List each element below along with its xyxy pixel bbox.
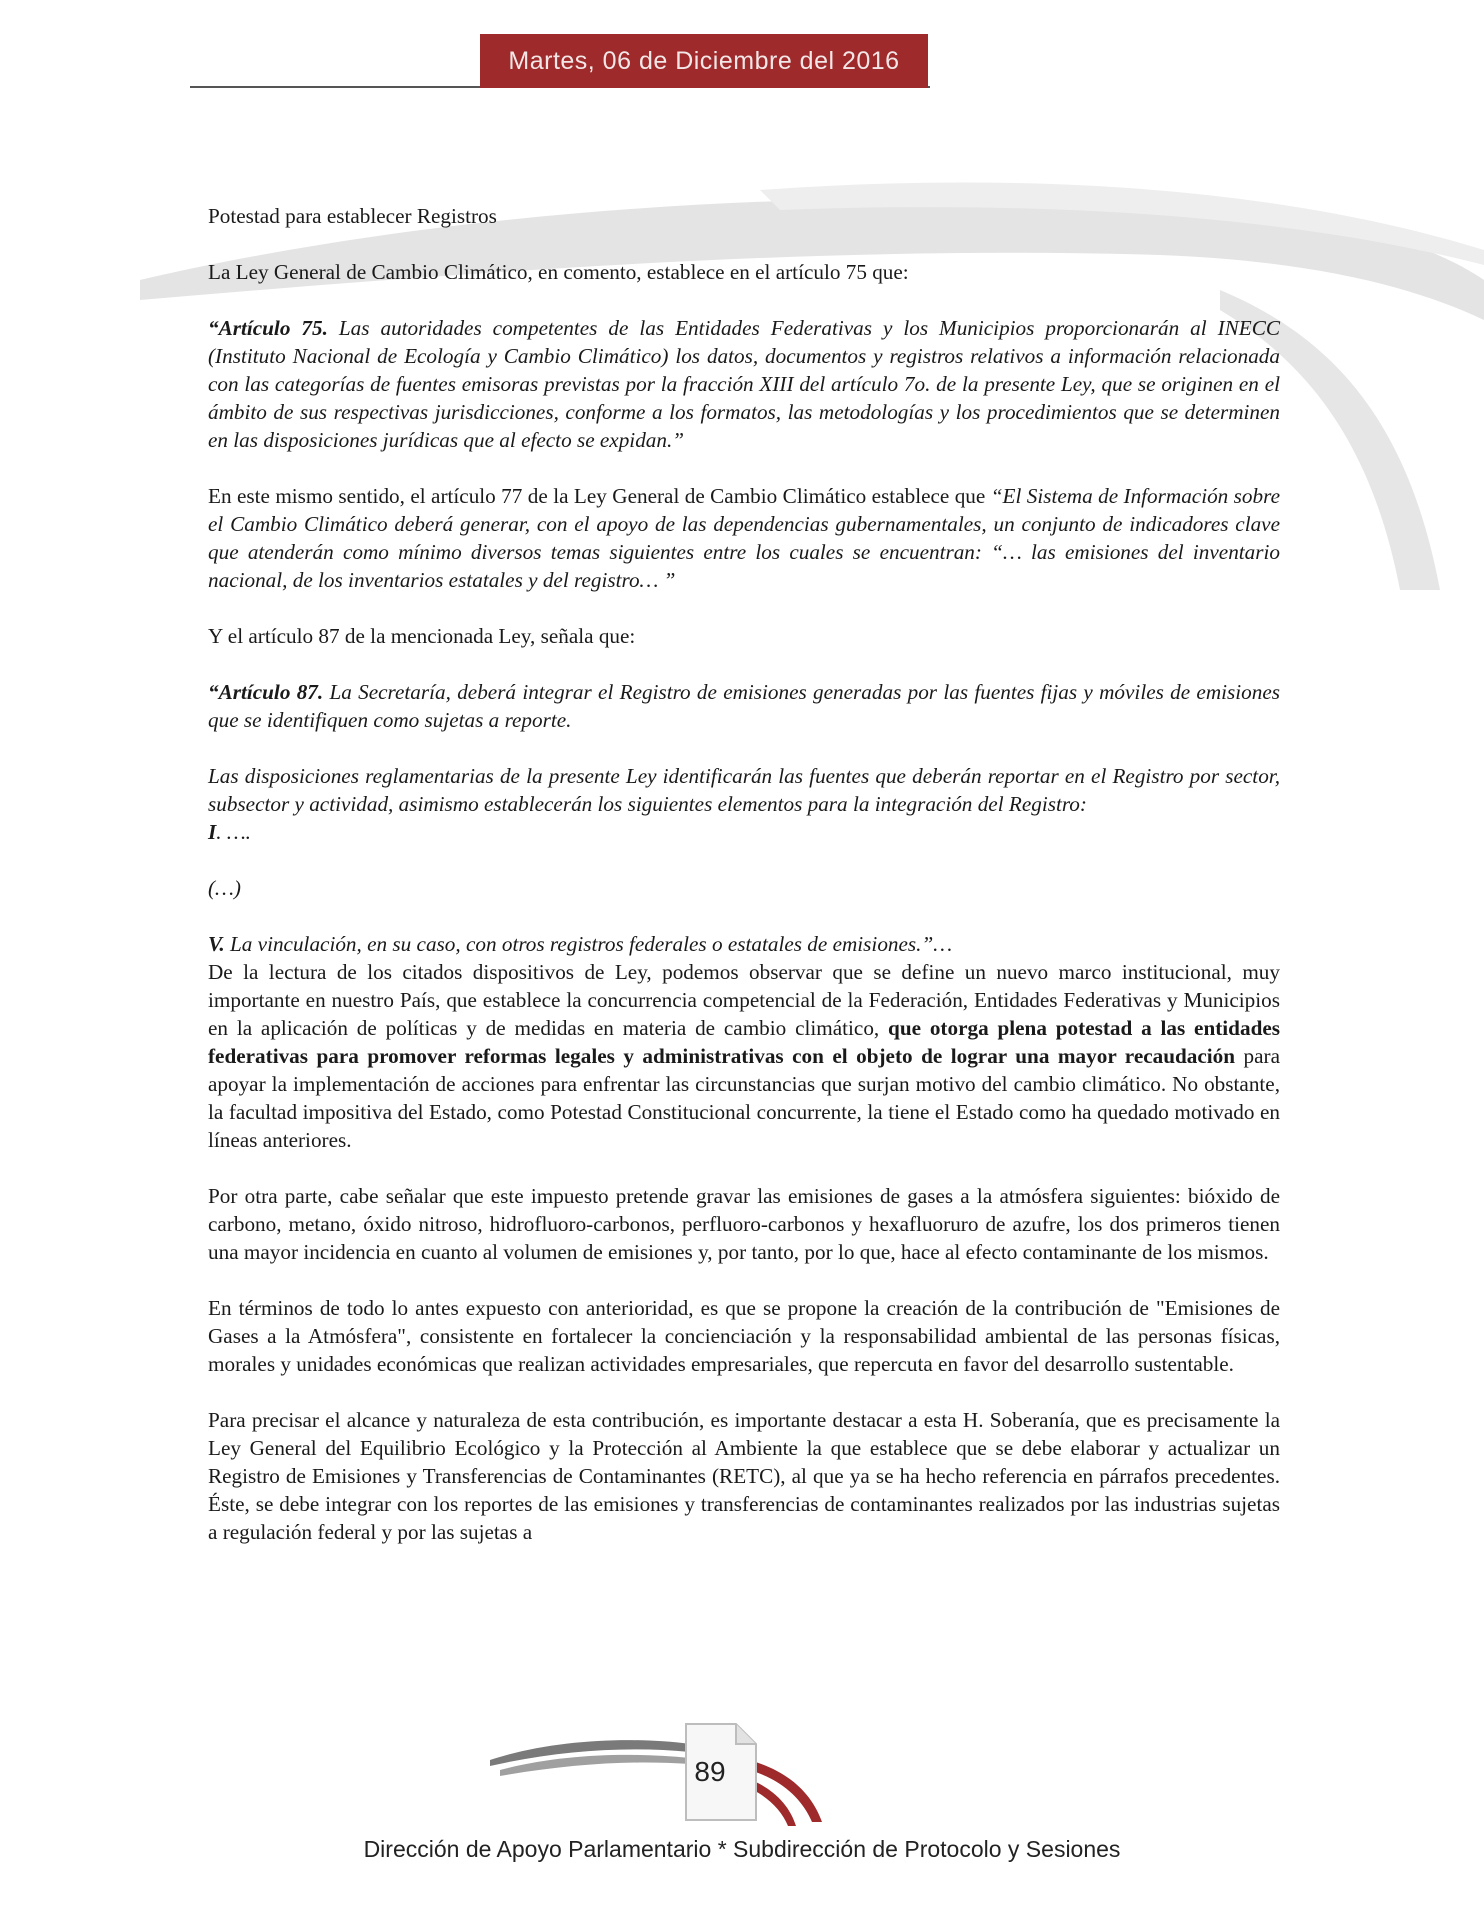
- paragraph-text: De la lectura de los citados dispositivos de Ley, podemos observar que se define un nuevo marco institucional, muy importante en nuestro País, que establece la concurrencia competencial de la Federación, Entidades Federativas y Municipios en la aplicación de políticas y de medidas en materia de cambio climático,: [208, 960, 1280, 1040]
- article-text: Las autoridades competentes de las Entidades Federativas y los Municipios proporcionarán al INECC (Instituto Nacional de Ecología y Cambio Climático) los datos, documentos y registros relativos a información relacionada con las categorías de fuentes emisoras previstas por la fracción XIII del artículo 7o. de la presente Ley, que se originen en el ámbito de sus respectivas jurisdicciones, conforme a los formatos, las metodologías y los procedimientos que se determinen en las disposiciones jurídicas que al efecto se expidan.”: [208, 316, 1280, 452]
- paragraph: Por otra parte, cabe señalar que este impuesto pretende gravar las emisiones de gases a la atmósfera siguientes: bióxido de carbono, metano, óxido nitroso, hidrofluoro-carbonos, perfluoro-carbonos y hexafluoruro de azufre, los dos primeros tienen una mayor incidencia en cuanto al volumen de emisiones y, por tanto, por lo que, hace al efecto contaminante de los mismos.: [208, 1184, 1280, 1264]
- footer-logo-swoosh: [490, 1722, 830, 1834]
- section-heading: Potestad para establecer Registros: [208, 204, 497, 228]
- fraction-text: La vinculación, en su caso, con otros registros federales o estatales de emisiones.”…: [224, 932, 953, 956]
- roman-numeral: I: [208, 820, 217, 844]
- paragraph: [208, 958, 1280, 1154]
- date-banner: [480, 34, 928, 88]
- paragraph: [208, 482, 1280, 594]
- article-text: La Secretaría, deberá integrar el Registro de emisiones generadas por las fuentes fijas y móviles de emisiones que se identifiquen como sujetas a reporte.: [208, 680, 1280, 732]
- quote-article-75: [208, 314, 1280, 454]
- article-label: “Artículo 87.: [208, 680, 324, 704]
- fraction-text: . ….: [216, 820, 251, 844]
- fraction-i: [208, 818, 1280, 846]
- paragraph: Y el artículo 87 de la mencionada Ley, señala que:: [208, 624, 636, 648]
- paragraph-text: En este mismo sentido, el artículo 77 de la Ley General de Cambio Climático establece que: [208, 484, 991, 508]
- paragraph-text: para apoyar la implementación de acciones para enfrentar las circunstancias que surjan motivo del cambio climático. No obstante, la facultad impositiva del Estado, como Potestad Constitucional concurrente, la tiene el Estado como ha quedado motivado en líneas anteriores.: [208, 1044, 1280, 1152]
- page-number: 89: [694, 1756, 726, 1787]
- paragraph: Para precisar el alcance y naturaleza de esta contribución, es importante destacar a esta H. Soberanía, que es precisamente la Ley General del Equilibrio Ecológico y la Protección al Ambiente la que establece que se debe elaborar y actualizar un Registro de Emisiones y Transferencias de Contaminantes (RETC), al que ya se ha hecho referencia en párrafos precedentes. Éste, se debe integrar con los reportes de las emisiones y transferencias de contaminantes realizados por las industrias sujetas a regulación federal y por las sujetas a: [208, 1408, 1280, 1544]
- omission-marker: (…): [208, 876, 241, 900]
- quote-article-87: [208, 678, 1280, 734]
- quote-article-77: “El Sistema de Información sobre el Cambio Climático deberá generar, con el apoyo de las dependencias gubernamentales, un conjunto de indicadores clave que atenderán como mínimo diversos temas siguientes entre los cuales se encuentran: “… las emisiones del inventario nacional, de los inventarios estatales y del registro… ”: [208, 484, 1280, 592]
- fraction-v: [208, 930, 1280, 958]
- article-label: “Artículo 75.: [208, 316, 328, 340]
- roman-numeral: V.: [208, 932, 225, 956]
- date-text: Martes, 06 de Diciembre del 2016: [508, 46, 900, 75]
- footer-text: Dirección de Apoyo Parlamentario * Subdirección de Protocolo y Sesiones: [363, 1836, 1121, 1862]
- paragraph: En términos de todo lo antes expuesto con anterioridad, es que se propone la creación de la contribución de "Emisiones de Gases a la Atmósfera", consistente en fortalecer la concienciación y la responsabilidad ambiental de las personas físicas, morales y unidades económicas que realizan actividades empresariales, que repercuta en favor del desarrollo sustentable.: [208, 1296, 1280, 1376]
- quote-paragraph: Las disposiciones reglamentarias de la presente Ley identificarán las fuentes que deberán reportar en el Registro por sector, subsector y actividad, asimismo establecerán los siguientes elementos para la integración del Registro:: [208, 764, 1280, 816]
- bold-emphasis: que otorga plena potestad a las entidades federativas para promover reformas legales y administrativas con el objeto de lograr una mayor recaudación: [208, 1016, 1280, 1068]
- document-body: [208, 202, 1280, 1546]
- paragraph: La Ley General de Cambio Climático, en comento, establece en el artículo 75 que:: [208, 260, 909, 284]
